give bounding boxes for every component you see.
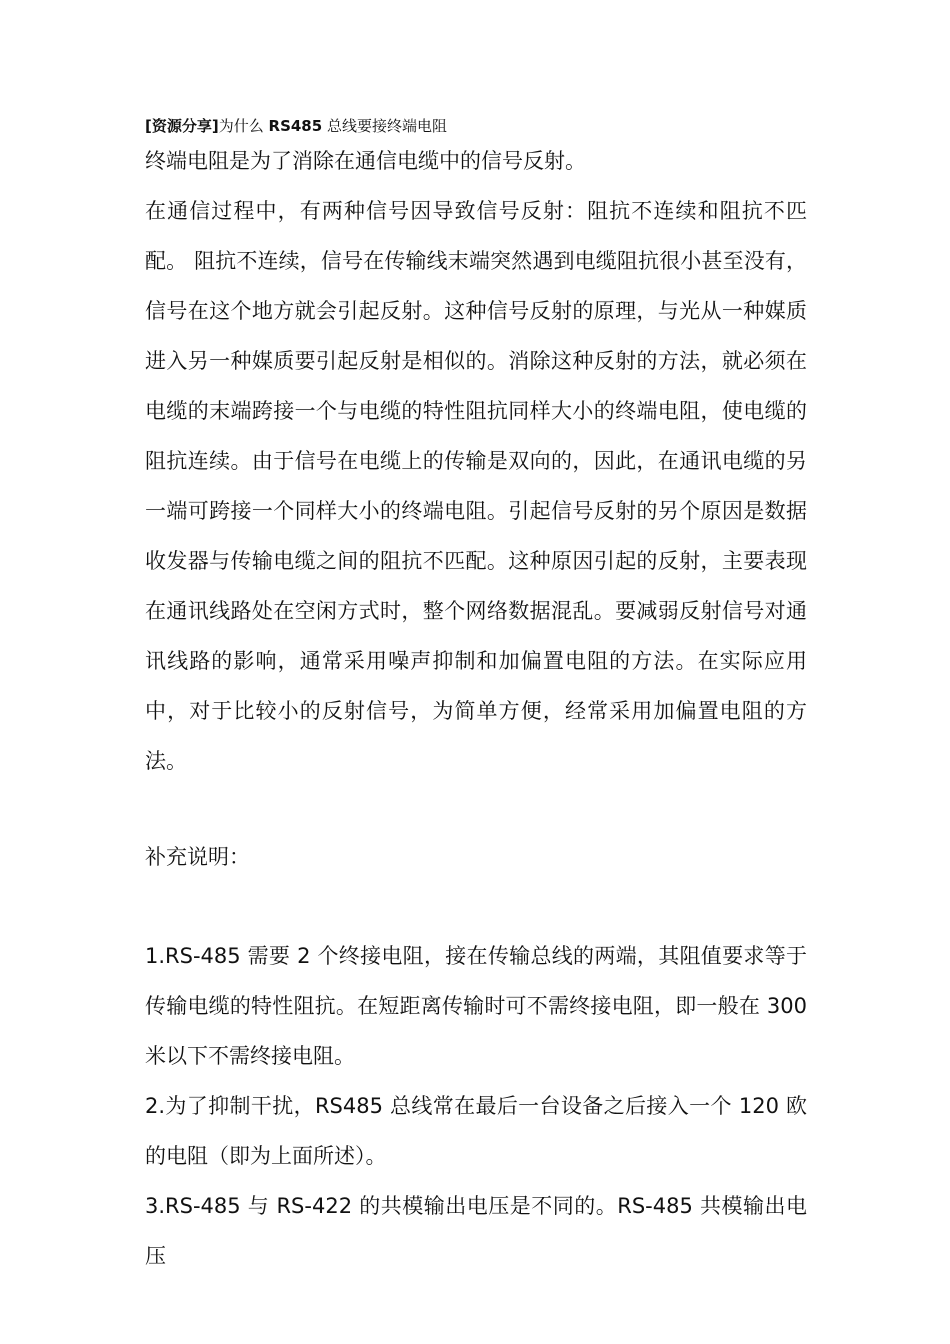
title-suffix: 总线要接终端电阻 (326, 117, 447, 135)
supplement-item-2: 2.为了抑制干扰，RS485 总线常在最后一台设备之后接入一个 120 欧的电阻（即为上面所述）。 (145, 1094, 807, 1168)
title-keyword: RS485 (268, 117, 323, 135)
intro-paragraph: 终端电阻是为了消除在通信电缆中的信号反射。 (145, 149, 586, 173)
supplement-item-3: 3.RS-485 与 RS-422 的共模输出电压是不同的。RS-485 共模输出电压 (145, 1194, 807, 1268)
supplement-item-1: 1.RS-485 需要 2 个终接电阻，接在传输总线的两端，其阻值要求等于传输电缆的特性阻抗。在短距离传输时可不需终接电阻，即一般在 300 米以下不需终接电阻。 (145, 944, 807, 1068)
main-paragraph: 在通信过程中，有两种信号因导致信号反射：阻抗不连续和阻抗不匹配。 阻抗不连续，信号在传输线末端突然遇到电缆阻抗很小甚至没有，信号在这个地方就会引起反射。这种信号反射的原理，与光从一种媒质进入另一种媒质要引起反射是相似的。消除这种反射的方法，就必须在电缆的末端跨接一个与电缆的特性阻抗同样大小的终端电阻，使电缆的阻抗连续。由于信号在电缆上的传输是双向的，因此，在通讯电缆的另一端可跨接一个同样大小的终端电阻。引起信号反射的另个原因是数据收发器与传输电缆之间的阻抗不匹配。这种原因引起的反射，主要表现在通讯线路处在空闲方式时，整个网络数据混乱。要减弱反射信号对通讯线路的影响，通常采用噪声抑制和加偏置电阻的方法。在实际应用中，对于比较小的反射信号，为简单方便，经常采用加偏置电阻的方法。 (145, 199, 807, 773)
title-prefix: 为什么 (218, 117, 264, 135)
supplement-heading: 补充说明： (145, 845, 250, 869)
title-tag: [资源分享] (145, 117, 219, 135)
document-title (145, 116, 825, 136)
